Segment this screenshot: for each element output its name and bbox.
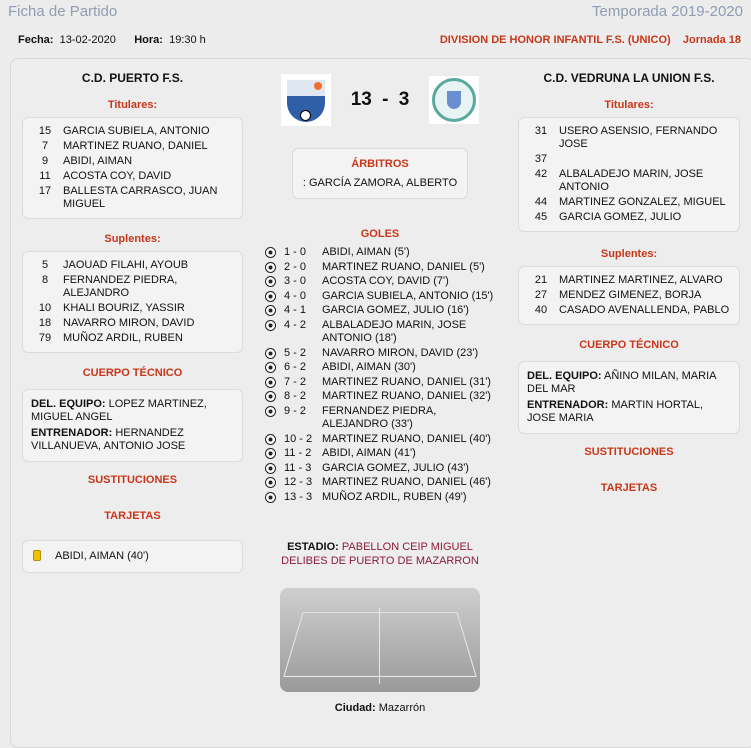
- player-name[interactable]: KHALI BOURIZ, YASSIR: [63, 302, 185, 314]
- away-delegado: [527, 370, 731, 396]
- home-suplentes-list: [22, 251, 243, 353]
- soccer-ball-icon: [265, 320, 276, 331]
- soccer-ball-icon: [265, 391, 276, 402]
- player-name[interactable]: MARTINEZ RUANO, DANIEL: [63, 140, 208, 152]
- player-name[interactable]: USERO ASENSIO, FERNANDO JOSE: [559, 125, 718, 150]
- jornada-label: Jornada 18: [682, 34, 741, 46]
- soccer-ball-icon: [265, 492, 276, 503]
- goal-score: 4 - 0: [284, 289, 307, 302]
- player-number: 5: [41, 259, 49, 271]
- delegado-label: DEL. EQUIPO:: [527, 370, 602, 382]
- score: [349, 89, 411, 111]
- goal-scorer: GARCIA GOMEZ, JULIO (16'): [322, 304, 469, 317]
- goles-heading: GOLES: [360, 228, 400, 240]
- away-team-logo[interactable]: [429, 76, 479, 124]
- score-separator: -: [382, 89, 389, 110]
- goal-item: [265, 275, 500, 288]
- yellow-card-icon: [33, 550, 41, 561]
- player-row: [527, 125, 731, 151]
- goal-item: [265, 261, 500, 274]
- away-sustituciones-heading: SUSTITUCIONES: [584, 446, 674, 458]
- player-number: 17: [38, 185, 52, 197]
- player-number: 11: [39, 170, 51, 182]
- player-name[interactable]: GARCIA GOMEZ, JULIO: [559, 211, 682, 223]
- player-name[interactable]: [555, 153, 559, 166]
- goal-scorer: ABIDI, AIMAN (5'): [322, 246, 410, 258]
- player-row: [527, 211, 731, 224]
- goal-score: 6 - 2: [284, 361, 307, 374]
- hora-value: 19:30 h: [169, 34, 206, 46]
- home-score: 13: [350, 89, 372, 110]
- away-team-name[interactable]: C.D. VEDRUNA LA UNION F.S.: [543, 71, 715, 85]
- season-label: Temporada 2019-2020: [592, 3, 743, 20]
- soccer-ball-icon: [265, 348, 276, 359]
- soccer-ball-icon: [265, 477, 276, 488]
- goal-scorer: ABIDI, AIMAN (30'): [322, 361, 416, 374]
- ciudad-name: Mazarrón: [378, 701, 426, 714]
- competition-link[interactable]: DIVISION DE HONOR INFANTIL F.S. (UNICO): [439, 34, 671, 46]
- goals-list: [255, 246, 500, 504]
- away-tecnico-heading: CUERPO TÉCNICO: [579, 339, 679, 351]
- player-number: 31: [534, 125, 548, 137]
- player-number: 37: [534, 153, 548, 165]
- soccer-ball-icon: [265, 291, 276, 302]
- arbitro-name: : GARCÍA ZAMORA, ALBERTO: [302, 177, 458, 189]
- delegado-label: DEL. EQUIPO:: [31, 398, 106, 410]
- away-entrenador: [527, 399, 731, 425]
- delegado-name: LOPEZ MARTINEZ, MIGUEL ANGEL: [31, 398, 207, 423]
- away-titulares-heading: Titulares:: [604, 99, 654, 111]
- player-row: [31, 259, 234, 272]
- player-row: [31, 155, 234, 168]
- player-row: [527, 289, 731, 302]
- goal-score: 12 - 3: [284, 476, 313, 489]
- arbitros-heading: ÁRBITROS: [351, 158, 409, 170]
- player-row: [31, 185, 234, 211]
- player-number: 7: [41, 140, 49, 152]
- player-number: 45: [534, 211, 548, 223]
- fecha-value: 13-02-2020: [59, 34, 116, 46]
- goal-scorer: MARTINEZ RUANO, DANIEL (31'): [322, 375, 491, 388]
- home-suplentes-heading: Suplentes:: [104, 233, 161, 245]
- player-number: 8: [41, 274, 49, 286]
- away-score: 3: [398, 89, 410, 110]
- player-row: [31, 317, 234, 330]
- goal-scorer: ACOSTA COY, DAVID (7'): [322, 275, 449, 288]
- goal-score: 2 - 0: [284, 260, 307, 273]
- goal-item: [265, 390, 500, 403]
- goal-scorer: FERNANDEZ PIEDRA, ALEJANDRO (33'): [322, 404, 437, 430]
- soccer-ball-icon: [265, 377, 276, 388]
- player-row: [31, 125, 234, 138]
- goal-score: 11 - 3: [284, 461, 312, 474]
- home-team-name[interactable]: C.D. PUERTO F.S.: [81, 71, 184, 85]
- soccer-ball-icon: [265, 262, 276, 273]
- goal-scorer: MARTINEZ RUANO, DANIEL (32'): [322, 390, 491, 403]
- player-number: 42: [534, 168, 548, 180]
- player-number: 10: [38, 302, 52, 314]
- player-number: 15: [38, 125, 52, 137]
- player-row: [527, 274, 731, 287]
- player-row: [527, 168, 731, 194]
- estadio-name[interactable]: PABELLON CEIP MIGUEL DELIBES DE PUERTO DE MAZARRON: [281, 540, 479, 567]
- player-name[interactable]: MARTINEZ GONZALEZ, MIGUEL: [559, 196, 726, 208]
- goal-score: 5 - 2: [284, 346, 307, 359]
- away-team-column: [518, 71, 740, 494]
- goal-scorer: ALBALADEJO MARIN, JOSE ANTONIO (18'): [322, 318, 467, 344]
- goal-scorer: GARCIA SUBIELA, ANTONIO (15'): [322, 289, 494, 302]
- goal-item: [265, 433, 500, 446]
- away-suplentes-list: [518, 266, 740, 325]
- player-number: 27: [534, 289, 548, 301]
- home-tarjetas-box: [22, 540, 243, 573]
- goal-item: [265, 462, 500, 475]
- home-delegado: [31, 398, 234, 424]
- soccer-ball-icon: [265, 434, 276, 445]
- goal-score: 10 - 2: [284, 432, 313, 445]
- goal-item: [265, 246, 500, 259]
- goal-item: [265, 290, 500, 303]
- soccer-ball-icon: [265, 362, 276, 373]
- goal-scorer: MUÑOZ ARDIL, RUBEN (49'): [322, 490, 467, 503]
- home-tecnico-heading: CUERPO TÉCNICO: [82, 367, 183, 379]
- goal-item: [265, 347, 500, 360]
- goal-scorer: MARTINEZ RUANO, DANIEL (46'): [322, 476, 491, 489]
- stadium-image: [280, 588, 480, 692]
- card-item: [31, 550, 234, 563]
- player-name[interactable]: GARCIA SUBIELA, ANTONIO: [63, 125, 210, 137]
- soccer-ball-icon: [265, 276, 276, 287]
- scoreboard: [255, 70, 505, 130]
- player-row: [527, 153, 731, 166]
- player-number: 21: [534, 274, 548, 286]
- soccer-ball-icon: [265, 448, 276, 459]
- goal-item: [265, 491, 500, 504]
- goal-scorer: NAVARRO MIRON, DAVID (23'): [322, 346, 479, 359]
- player-row: [31, 140, 234, 153]
- goal-score: 4 - 1: [284, 304, 307, 317]
- estadio-info: [255, 540, 505, 568]
- player-name[interactable]: ACOSTA COY, DAVID: [63, 170, 172, 182]
- soccer-ball-icon: [265, 305, 276, 316]
- player-name[interactable]: FERNANDEZ PIEDRA, ALEJANDRO: [63, 274, 178, 299]
- home-titulares-list: [22, 117, 243, 219]
- goal-item: [265, 319, 500, 345]
- home-tecnico-box: [22, 389, 243, 462]
- goal-scorer: ABIDI, AIMAN (41'): [322, 447, 416, 460]
- goal-scorer: GARCIA GOMEZ, JULIO (43'): [322, 461, 469, 474]
- entrenador-name: HERNANDEZ VILLANUEVA, ANTONIO JOSE: [31, 427, 186, 452]
- ciudad-info: [255, 702, 505, 714]
- center-column: [255, 70, 505, 714]
- goal-scorer: MARTINEZ RUANO, DANIEL (40'): [322, 432, 491, 445]
- entrenador-name: MARTIN HORTAL, JOSE MARIA: [527, 399, 704, 424]
- player-number: 79: [38, 332, 52, 344]
- home-team-column: [22, 71, 243, 573]
- player-name[interactable]: ABIDI, AIMAN: [63, 155, 133, 167]
- player-name[interactable]: ALBALADEJO MARIN, JOSE ANTONIO: [559, 168, 704, 193]
- player-row: [31, 274, 234, 300]
- player-row: [527, 196, 731, 209]
- home-team-logo[interactable]: [281, 74, 331, 126]
- player-row: [31, 170, 234, 183]
- goal-item: [265, 447, 500, 460]
- soccer-ball-icon: [265, 247, 276, 258]
- away-tarjetas-heading: TARJETAS: [600, 482, 658, 494]
- away-tecnico-box: [518, 361, 740, 434]
- fecha-label: Fecha:: [18, 34, 54, 46]
- goal-scorer: MARTINEZ RUANO, DANIEL (5'): [322, 260, 485, 273]
- away-suplentes-heading: Suplentes:: [600, 248, 658, 260]
- soccer-ball-icon: [265, 463, 276, 474]
- goal-item: [265, 476, 500, 489]
- goal-score: 1 - 0: [284, 246, 307, 258]
- goal-score: 3 - 0: [284, 275, 307, 288]
- player-number: 44: [534, 196, 548, 208]
- player-name[interactable]: MARTINEZ MARTINEZ, ALVARO: [559, 274, 723, 286]
- competition-info: [440, 34, 741, 46]
- goal-score: 13 - 3: [284, 490, 313, 503]
- goal-item: [265, 405, 500, 431]
- player-row: [31, 332, 234, 345]
- player-name[interactable]: CASADO AVENALLENDA, PABLO: [559, 304, 730, 316]
- arbitros-box: [292, 148, 468, 199]
- ciudad-label: Ciudad:: [334, 701, 376, 714]
- player-number: 9: [41, 155, 49, 167]
- home-sustituciones-heading: SUSTITUCIONES: [87, 474, 178, 486]
- player-name[interactable]: NAVARRO MIRON, DAVID: [63, 317, 195, 329]
- player-name[interactable]: BALLESTA CARRASCO, JUAN MIGUEL: [63, 185, 218, 210]
- hora-label: Hora:: [134, 34, 163, 46]
- home-tarjetas-heading: TARJETAS: [104, 510, 161, 522]
- goal-score: 7 - 2: [284, 375, 307, 388]
- home-entrenador: [31, 427, 234, 453]
- match-date-time: [18, 34, 206, 46]
- estadio-label: ESTADIO:: [287, 540, 339, 553]
- player-number: 40: [534, 304, 548, 316]
- delegado-name: AÑINO MILAN, MARIA DEL MAR: [527, 370, 716, 395]
- goal-score: 4 - 2: [284, 318, 307, 331]
- goal-score: 9 - 2: [284, 404, 307, 417]
- goal-score: 8 - 2: [284, 390, 307, 403]
- card-player: ABIDI, AIMAN (40'): [55, 550, 149, 562]
- goal-item: [265, 376, 500, 389]
- player-row: [527, 304, 731, 317]
- player-name[interactable]: MENDEZ GIMENEZ, BORJA: [559, 289, 702, 301]
- soccer-ball-icon: [265, 406, 276, 417]
- goal-score: 11 - 2: [284, 447, 312, 460]
- player-row: [31, 302, 234, 315]
- player-number: 18: [38, 317, 52, 329]
- away-titulares-list: [518, 117, 740, 232]
- goal-item: [265, 361, 500, 374]
- home-titulares-heading: Titulares:: [107, 99, 158, 111]
- player-name[interactable]: JAOUAD FILAHI, AYOUB: [63, 259, 189, 271]
- player-name[interactable]: MUÑOZ ARDIL, RUBEN: [63, 332, 183, 344]
- goal-item: [265, 304, 500, 317]
- page-title: Ficha de Partido: [8, 3, 118, 20]
- entrenador-label: ENTRENADOR:: [31, 427, 113, 439]
- entrenador-label: ENTRENADOR:: [527, 399, 609, 411]
